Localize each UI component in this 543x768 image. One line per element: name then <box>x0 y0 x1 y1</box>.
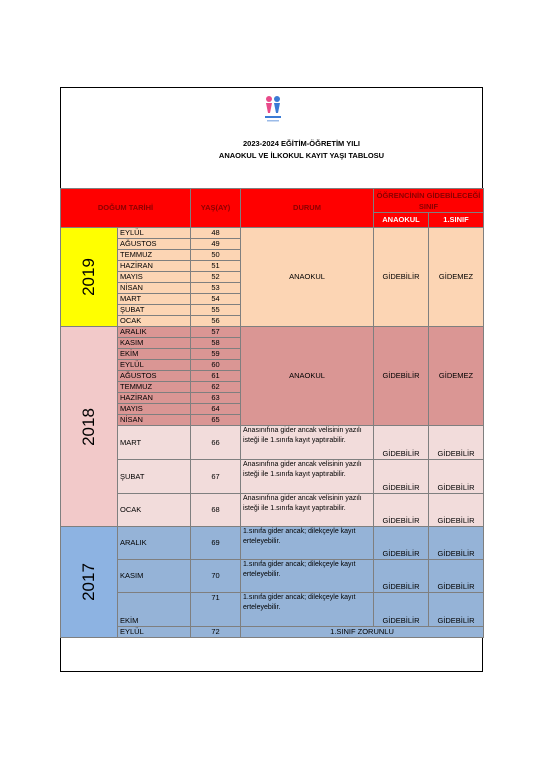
month-cell: AĞUSTOS <box>118 239 191 250</box>
document-title-line1: 2023-2024 EĞİTİM-ÖĞRETİM YILI <box>243 139 360 148</box>
status-2018: ANAOKUL <box>241 327 374 426</box>
age-cell: 67 <box>191 460 241 494</box>
kindergarten-cell: GİDEBİLİR <box>374 460 429 494</box>
month-cell: EKİM <box>118 349 191 360</box>
first-grade-cell: GİDEBİLİR <box>429 460 484 494</box>
month-cell: OCAK <box>118 494 191 527</box>
age-cell: 65 <box>191 415 241 426</box>
month-cell: EYLÜL <box>118 627 191 638</box>
kindergarten-cell: GİDEBİLİR <box>374 426 429 460</box>
document-title-line2: ANAOKUL VE İLKOKUL KAYIT YAŞI TABLOSU <box>218 151 385 160</box>
kindergarten-cell: GİDEBİLİR <box>374 527 429 560</box>
month-cell: HAZİRAN <box>118 393 191 404</box>
kindergarten-2018: GİDEBİLİR <box>374 327 429 426</box>
status-note: 1.sınıfa gider ancak; dilekçeyle kayıt erteleyebilir. <box>241 527 374 560</box>
month-cell: ARALIK <box>118 327 191 338</box>
age-cell: 63 <box>191 393 241 404</box>
month-cell: TEMMUZ <box>118 382 191 393</box>
age-cell: 70 <box>191 560 241 593</box>
age-cell: 66 <box>191 426 241 460</box>
mandatory-first-grade: 1.SINIF ZORUNLU <box>241 627 484 638</box>
month-cell: MAYIS <box>118 272 191 283</box>
header-can-go: ÖĞRENCİNİN GİDEBİLECEĞİ SINIF <box>374 189 484 213</box>
age-cell: 62 <box>191 382 241 393</box>
month-cell: MAYIS <box>118 404 191 415</box>
month-cell: NİSAN <box>118 415 191 426</box>
status-note: Anasınıfına gider ancak velisinin yazılı isteği ile 1.sınıfa kayıt yaptırabilir. <box>241 494 374 527</box>
first-grade-cell: GİDEBİLİR <box>429 560 484 593</box>
month-cell: KASIM <box>118 560 191 593</box>
month-cell: MART <box>118 426 191 460</box>
month-cell: AĞUSTOS <box>118 371 191 382</box>
kindergarten-cell: GİDEBİLİR <box>374 494 429 527</box>
first-grade-2018: GİDEMEZ <box>429 327 484 426</box>
age-cell: 55 <box>191 305 241 316</box>
year-2019: 2019 <box>61 228 118 327</box>
header-first-grade: 1.SINIF <box>429 213 484 228</box>
status-note: 1.sınıfa gider ancak; dilekçeyle kayıt erteleyebilir. <box>241 593 374 627</box>
age-cell: 59 <box>191 349 241 360</box>
first-grade-2019: GİDEMEZ <box>429 228 484 327</box>
month-cell: ŞUBAT <box>118 305 191 316</box>
age-cell: 72 <box>191 627 241 638</box>
month-cell: HAZİRAN <box>118 261 191 272</box>
registration-age-table <box>60 188 484 638</box>
kindergarten-2019: GİDEBİLİR <box>374 228 429 327</box>
month-cell: EKİM <box>118 593 191 627</box>
header-kindergarten: ANAOKUL <box>374 213 429 228</box>
status-note: 1.sınıfa gider ancak; dilekçeyle kayıt erteleyebilir. <box>241 560 374 593</box>
first-grade-cell: GİDEBİLİR <box>429 593 484 627</box>
age-cell: 68 <box>191 494 241 527</box>
month-cell: OCAK <box>118 316 191 327</box>
age-cell: 53 <box>191 283 241 294</box>
month-cell: EYLÜL <box>118 228 191 239</box>
year-2017: 2017 <box>61 527 118 638</box>
status-note: Anasınıfına gider ancak velisinin yazılı isteği ile 1.sınıfa kayıt yaptırabilir. <box>241 426 374 460</box>
month-cell: NİSAN <box>118 283 191 294</box>
status-2019: ANAOKUL <box>241 228 374 327</box>
age-cell: 56 <box>191 316 241 327</box>
school-logo-icon <box>262 93 284 123</box>
age-cell: 60 <box>191 360 241 371</box>
age-cell: 69 <box>191 527 241 560</box>
age-cell: 71 <box>191 593 241 627</box>
age-cell: 48 <box>191 228 241 239</box>
status-note: Anasınıfına gider ancak velisinin yazılı isteği ile 1.sınıfa kayıt yaptırabilir. <box>241 460 374 494</box>
header-birth-date: DOĞUM TARİHİ <box>61 189 191 228</box>
header-age: YAŞ(AY) <box>191 189 241 228</box>
age-cell: 58 <box>191 338 241 349</box>
header-status: DURUM <box>241 189 374 228</box>
age-cell: 57 <box>191 327 241 338</box>
kindergarten-cell: GİDEBİLİR <box>374 593 429 627</box>
age-cell: 50 <box>191 250 241 261</box>
first-grade-cell: GİDEBİLİR <box>429 426 484 460</box>
first-grade-cell: GİDEBİLİR <box>429 527 484 560</box>
age-cell: 54 <box>191 294 241 305</box>
age-cell: 51 <box>191 261 241 272</box>
year-2018: 2018 <box>61 327 118 527</box>
age-cell: 49 <box>191 239 241 250</box>
kindergarten-cell: GİDEBİLİR <box>374 560 429 593</box>
month-cell: EYLÜL <box>118 360 191 371</box>
month-cell: ARALIK <box>118 527 191 560</box>
age-cell: 64 <box>191 404 241 415</box>
age-cell: 61 <box>191 371 241 382</box>
age-cell: 52 <box>191 272 241 283</box>
month-cell: ŞUBAT <box>118 460 191 494</box>
month-cell: TEMMUZ <box>118 250 191 261</box>
month-cell: KASIM <box>118 338 191 349</box>
month-cell: MART <box>118 294 191 305</box>
first-grade-cell: GİDEBİLİR <box>429 494 484 527</box>
